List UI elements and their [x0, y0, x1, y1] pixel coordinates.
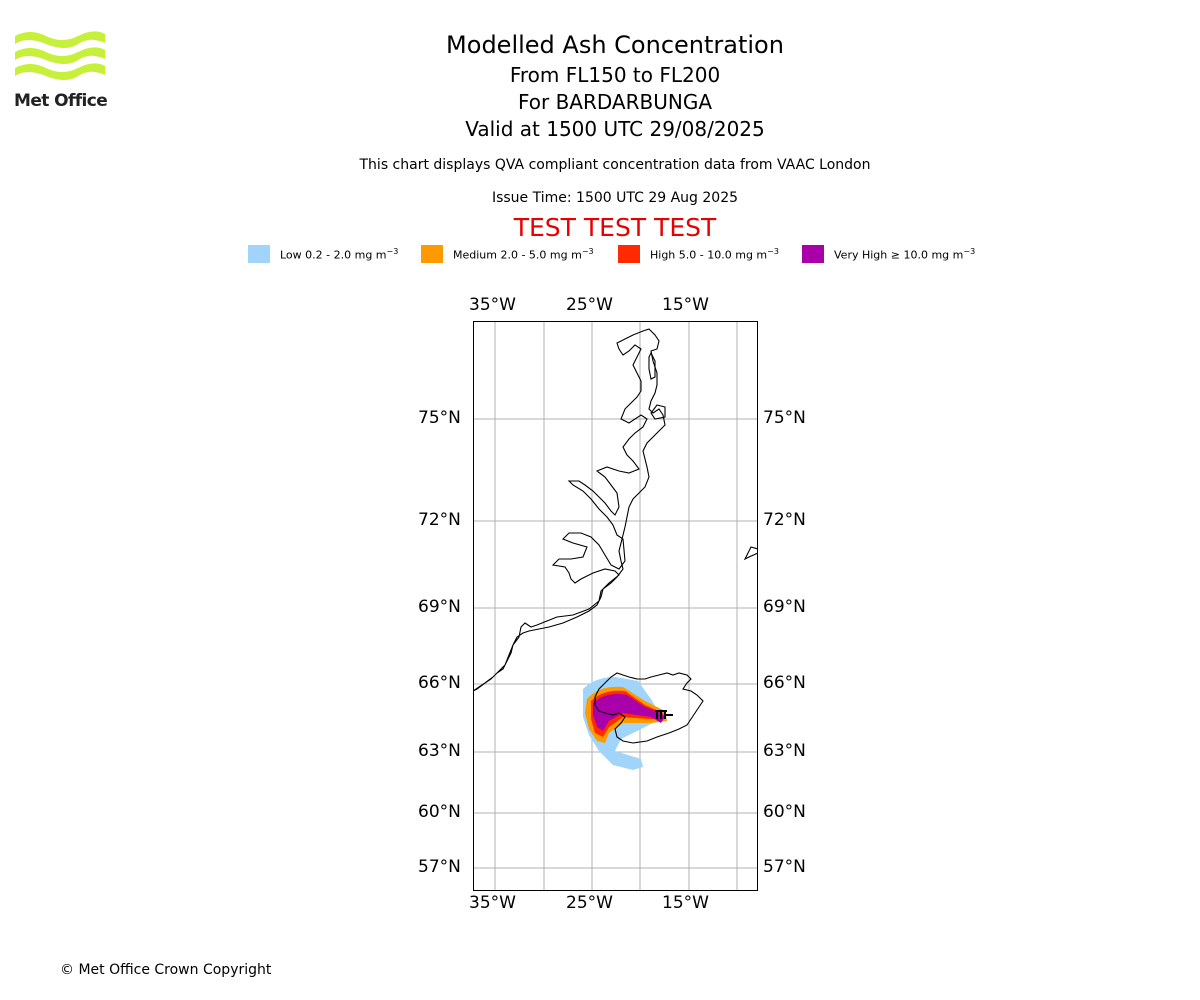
lon-tick-bottom-25w: 25°W	[566, 893, 613, 913]
lat-tick-left-57n: 57°N	[418, 857, 461, 877]
legend-item-medium	[421, 245, 594, 263]
test-banner: TEST TEST TEST	[513, 213, 717, 242]
lat-tick-right-63n: 63°N	[763, 741, 806, 761]
issue-time: Issue Time: 1500 UTC 29 Aug 2025	[491, 190, 739, 206]
legend-item-low	[248, 245, 398, 263]
lat-tick-left-75n: 75°N	[418, 408, 461, 428]
flight-level-range: From FL150 to FL200	[509, 63, 721, 87]
chart-subtitle: This chart displays QVA compliant concentration data from VAAC London	[359, 157, 871, 173]
lat-tick-left-63n: 63°N	[418, 741, 461, 761]
lon-tick-top-15w: 15°W	[662, 295, 709, 315]
lat-tick-left-69n: 69°N	[418, 597, 461, 617]
map-frame	[474, 322, 758, 891]
lat-tick-right-66n: 66°N	[763, 673, 806, 693]
lat-tick-right-60n: 60°N	[763, 802, 806, 822]
lat-tick-right-75n: 75°N	[763, 408, 806, 428]
lat-tick-left-72n: 72°N	[418, 510, 461, 530]
legend-label-medium: Medium 2.0 - 5.0 mg $m^{-3}$	[453, 246, 594, 262]
graticule	[473, 321, 758, 891]
ash-concentration-map[interactable]	[473, 321, 758, 891]
legend-label-very-high: Very High ≥ 10.0 mg $m^{-3}$	[834, 246, 976, 262]
legend-label-high: High 5.0 - 10.0 mg $m^{-3}$	[650, 246, 779, 262]
legend-swatch-high	[618, 245, 640, 263]
volcano-marker-icon	[655, 711, 673, 719]
chart-title: Modelled Ash Concentration	[446, 31, 784, 59]
volcano-name: For BARDARBUNGA	[517, 90, 713, 114]
copyright-notice: © Met Office Crown Copyright	[60, 962, 272, 978]
legend-swatch-very-high	[802, 245, 824, 263]
legend-swatch-medium	[421, 245, 443, 263]
valid-time: Valid at 1500 UTC 29/08/2025	[465, 117, 765, 141]
legend-item-high	[618, 245, 779, 263]
lat-tick-right-72n: 72°N	[763, 510, 806, 530]
legend-item-very-high	[802, 245, 975, 263]
met-office-logo-text: Met Office	[14, 91, 108, 111]
lat-tick-left-66n: 66°N	[418, 673, 461, 693]
lat-tick-left-60n: 60°N	[418, 802, 461, 822]
lon-tick-top-25w: 25°W	[566, 295, 613, 315]
lon-tick-bottom-35w: 35°W	[469, 893, 516, 913]
legend-label-low: Low 0.2 - 2.0 mg $m^{-3}$	[280, 246, 399, 262]
lat-tick-right-69n: 69°N	[763, 597, 806, 617]
legend-swatch-low	[248, 245, 270, 263]
lon-tick-top-35w: 35°W	[469, 295, 516, 315]
lon-tick-bottom-15w: 15°W	[662, 893, 709, 913]
lat-tick-right-57n: 57°N	[763, 857, 806, 877]
